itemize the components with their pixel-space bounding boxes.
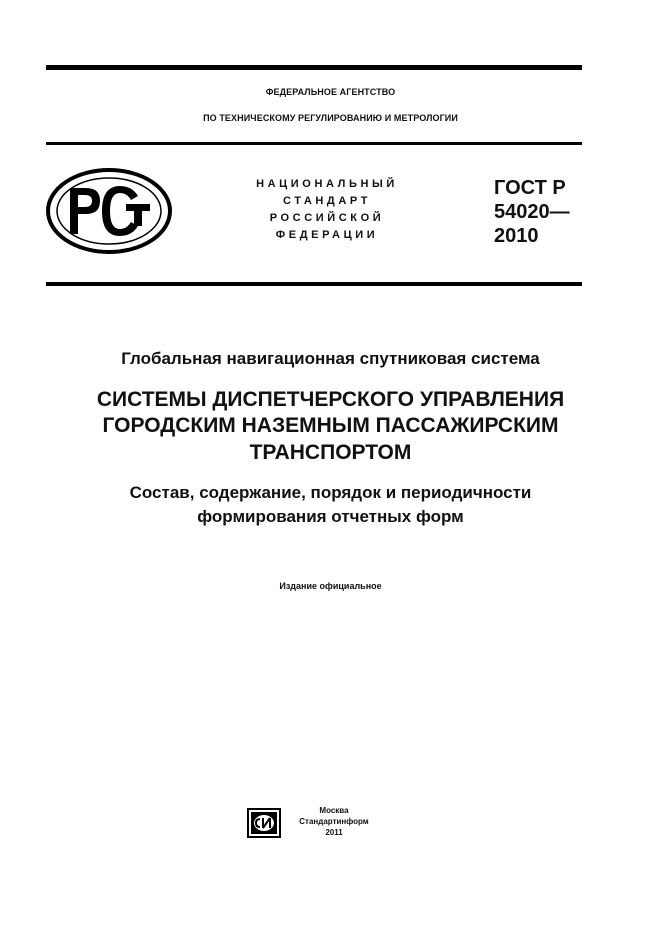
gost-designation [494, 176, 570, 248]
system-title: Глобальная навигационная спутниковая система [121, 349, 540, 368]
publisher-name: Стандартинформ [299, 817, 369, 826]
publisher-block [291, 805, 377, 838]
agency-name-line1: ФЕДЕРАЛЬНОЕ АГЕНТСТВО [265, 87, 396, 97]
main-title-line3: ТРАНСПОРТОМ [249, 441, 412, 464]
gost-line2: 54020— [494, 201, 570, 223]
subtitle-line1: Состав, содержание, порядок и периодичности [129, 483, 532, 502]
top-rule [46, 65, 582, 70]
gost-line1: ГОСТ Р [494, 177, 566, 199]
standartinform-logo-icon [247, 808, 281, 838]
subtitle-line2: формирования отчетных форм [197, 507, 464, 526]
national-standard-line: РОССИЙСКОЙ [269, 212, 385, 224]
rst-certification-logo-icon [46, 168, 172, 254]
middle-rule [46, 142, 582, 145]
national-standard-line: СТАНДАРТ [282, 195, 372, 207]
national-standard-line: НАЦИОНАЛЬНЫЙ [256, 178, 398, 190]
national-standard-line: ФЕДЕРАЦИИ [275, 229, 379, 241]
main-title-line2: ГОРОДСКИМ НАЗЕМНЫМ ПАССАЖИРСКИМ [102, 414, 559, 437]
publisher-city: Москва [319, 806, 349, 815]
national-standard-label [234, 176, 420, 244]
main-title-line1: СИСТЕМЫ ДИСПЕТЧЕРСКОГО УПРАВЛЕНИЯ [96, 388, 565, 411]
publisher-year: 2011 [325, 828, 343, 837]
gost-line3: 2010 [494, 225, 539, 247]
agency-name-line2: ПО ТЕХНИЧЕСКОМУ РЕГУЛИРОВАНИЮ И МЕТРОЛОГИИ [203, 113, 458, 123]
lower-rule [46, 282, 582, 286]
edition-label: Издание официальное [279, 581, 382, 591]
